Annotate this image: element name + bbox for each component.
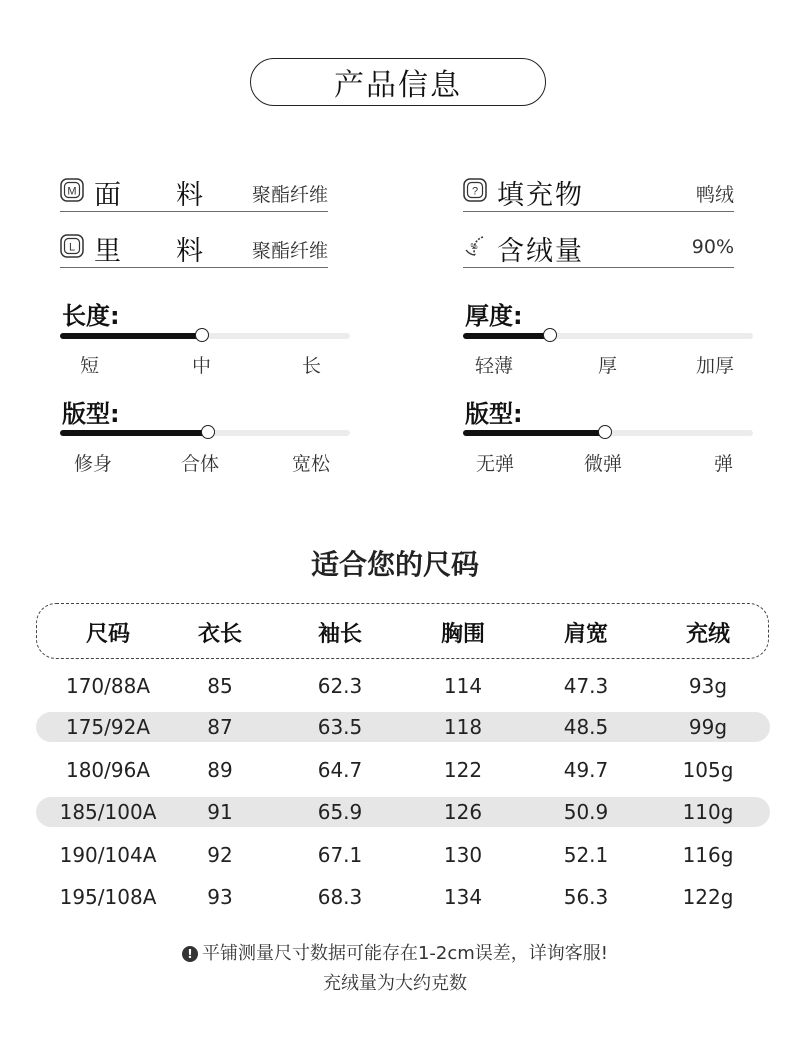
- slider-title-thickness: 厚度:: [465, 302, 523, 330]
- exclamation-circle-icon: !: [182, 946, 198, 962]
- table-cell: 91: [207, 800, 233, 824]
- slider-tick: 短: [80, 355, 100, 377]
- table-cell: 48.5: [563, 715, 609, 739]
- size-section-title: 适合您的尺码: [310, 548, 479, 581]
- table-cell: 67.1: [317, 843, 363, 867]
- slider-title-fit: 版型:: [62, 400, 120, 428]
- table-cell: 85: [207, 674, 233, 698]
- table-cell: 87: [207, 715, 233, 739]
- table-cell: 122g: [682, 885, 734, 909]
- table-cell: 105g: [682, 758, 734, 782]
- svg-text:?: ?: [471, 185, 479, 198]
- slider-tick: 宽松: [292, 453, 331, 475]
- table-cell: 93: [207, 885, 233, 909]
- table-cell: 118: [443, 715, 483, 739]
- table-cell: 126: [443, 800, 483, 824]
- table-cell: 49.7: [563, 758, 609, 782]
- table-header-cell: 尺码: [85, 622, 130, 647]
- info-value: 聚酯纤维: [251, 240, 328, 262]
- table-cell: 47.3: [563, 674, 609, 698]
- table-cell: 99g: [688, 715, 728, 739]
- table-cell: 63.5: [317, 715, 363, 739]
- table-header-cell: 袖长: [317, 622, 362, 647]
- slider-tick: 弹: [714, 453, 734, 475]
- table-cell: 52.1: [563, 843, 609, 867]
- table-cell: 122: [443, 758, 483, 782]
- slider-tick: 无弹: [476, 453, 515, 475]
- slider-tick: 长: [302, 355, 322, 377]
- table-cell: 195/108A: [59, 885, 157, 909]
- table-header-cell: 胸围: [440, 622, 485, 647]
- info-label: 含绒量: [497, 236, 584, 267]
- info-label: 填充物: [497, 180, 584, 211]
- table-cell: 65.9: [317, 800, 363, 824]
- page-title: 产品信息: [250, 58, 546, 106]
- slider-tick: 轻薄: [475, 355, 514, 377]
- info-label: 面 料: [94, 180, 217, 211]
- slider-tick: 修身: [74, 453, 113, 475]
- table-cell: 134: [443, 885, 483, 909]
- table-header-cell: 充绒: [685, 622, 730, 647]
- slider-tick: 微弹: [584, 453, 623, 475]
- note-line-2: 充绒量为大约克数: [323, 973, 467, 994]
- table-cell: 175/92A: [65, 715, 151, 739]
- table-cell: 170/88A: [65, 674, 151, 698]
- table-cell: 56.3: [563, 885, 609, 909]
- table-cell: 64.7: [317, 758, 363, 782]
- slider-tick: 合体: [181, 453, 220, 475]
- table-cell: 110g: [682, 800, 734, 824]
- table-cell: 116g: [682, 843, 734, 867]
- note-text: 平铺测量尺寸数据可能存在1-2cm误差，详询客服!: [201, 943, 609, 964]
- slider-tick: 厚: [598, 355, 618, 377]
- table-cell: 185/100A: [59, 800, 157, 824]
- svg-text:M: M: [67, 185, 77, 198]
- info-value: 聚酯纤维: [251, 184, 328, 206]
- table-cell: 92: [207, 843, 233, 867]
- note-line-1: [0, 939, 790, 965]
- slider-title-length: 长度:: [62, 302, 120, 330]
- svg-text:%: %: [470, 242, 478, 251]
- slider-title-elasticity: 版型:: [465, 400, 523, 428]
- table-cell: 190/104A: [59, 843, 157, 867]
- table-cell: 62.3: [317, 674, 363, 698]
- table-cell: 50.9: [563, 800, 609, 824]
- slider-tick: 加厚: [696, 355, 735, 377]
- table-cell: 130: [443, 843, 483, 867]
- table-cell: 68.3: [317, 885, 363, 909]
- info-value: 90%: [691, 236, 734, 258]
- table-cell: 93g: [688, 674, 728, 698]
- info-value: 鸭绒: [695, 184, 734, 206]
- table-cell: 114: [443, 674, 483, 698]
- table-header-cell: 肩宽: [563, 622, 608, 647]
- slider-tick: 中: [192, 355, 212, 377]
- table-header-cell: 衣长: [197, 622, 242, 647]
- table-cell: 180/96A: [65, 758, 151, 782]
- table-cell: 89: [207, 758, 233, 782]
- info-label: 里 料: [94, 236, 217, 267]
- svg-text:L: L: [68, 241, 76, 254]
